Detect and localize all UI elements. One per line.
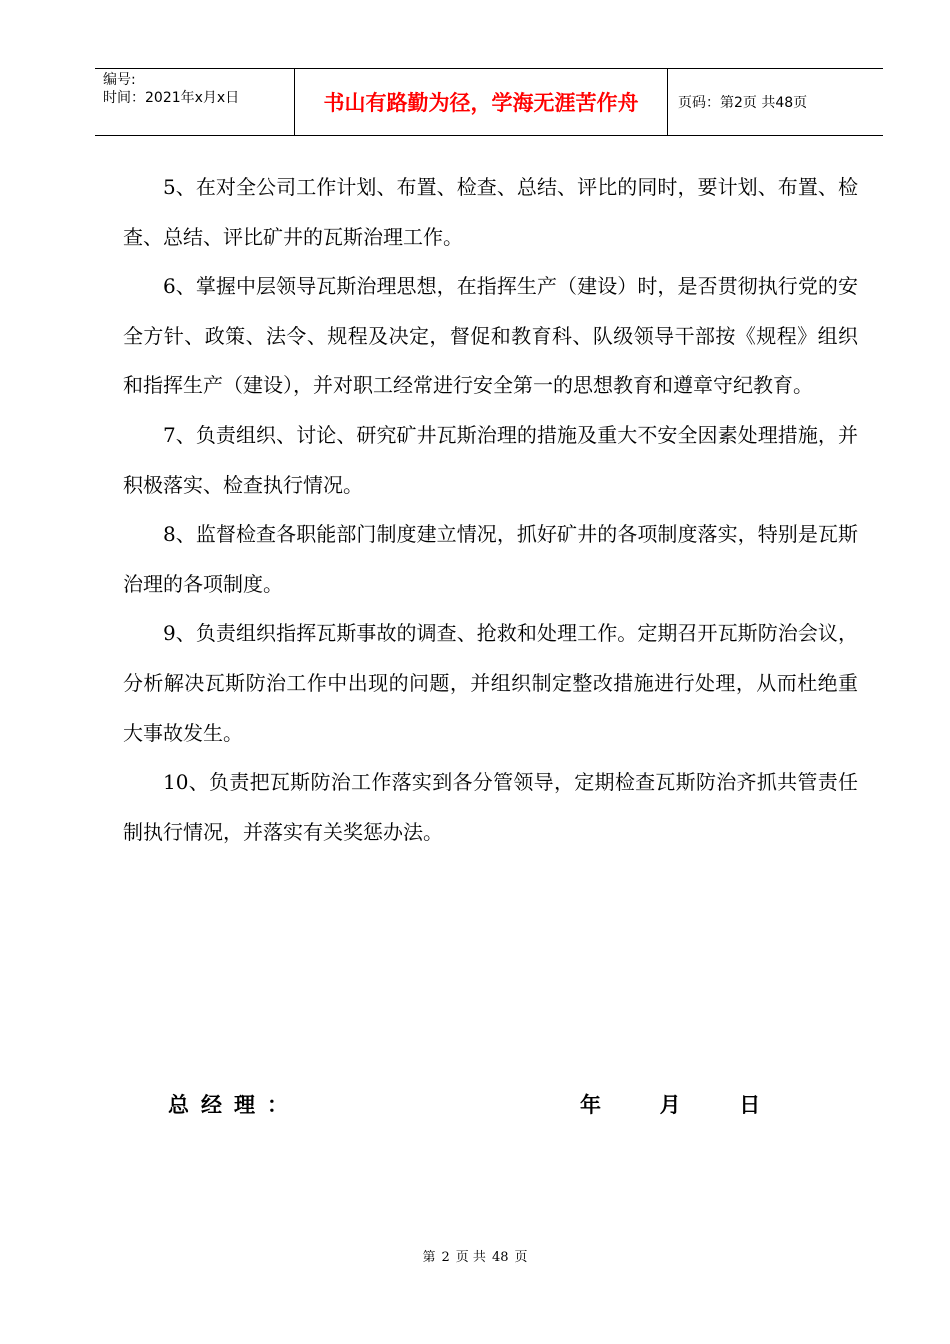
time-label: 时间：2021年x月x日 (103, 90, 240, 106)
header-meta (95, 69, 295, 135)
footer-total-pages: 48 (491, 1250, 509, 1265)
date-year: 年 (580, 1093, 601, 1117)
document-body (123, 163, 858, 857)
paragraph-8: 8、监督检查各职能部门制度建立情况，抓好矿井的各项制度落实，特别是瓦斯治理的各项制度。 (123, 522, 858, 596)
paragraph-9: 9、负责组织指挥瓦斯事故的调查、抢救和处理工作。定期召开瓦斯防治会议，分析解决瓦斯防治工作中出现的问题，并组织制定整改措施进行处理，从而杜绝重大事故发生。 (123, 621, 858, 745)
footer-prefix: 第 (422, 1250, 436, 1265)
header-motto: 书山有路勤为径，学海无涯苦作舟 (295, 69, 668, 135)
paragraph-10: 10、负责把瓦斯防治工作落实到各分管领导，定期检查瓦斯防治齐抓共管责任制执行情况，并落实有关奖惩办法。 (123, 770, 858, 844)
footer-page-number: 2 (441, 1250, 450, 1265)
paragraph-7: 7、负责组织、讨论、研究矿井瓦斯治理的措施及重大不安全因素处理措施，并积极落实、检查执行情况。 (123, 422, 858, 497)
signature-date (580, 1090, 760, 1120)
date-month: 月 (659, 1093, 681, 1117)
footer-mid: 页 共 (455, 1250, 486, 1265)
header-page-info: 页码：第2页 共48页 (678, 95, 808, 111)
paragraph-6: 6、掌握中层领导瓦斯治理思想，在指挥生产（建设）时，是否贯彻执行党的安全方针、政策、法令、规程及决定，督促和教育科、队级领导干部按《规程》组织和指挥生产（建设），并对职工经常进行安全第一的思想教育和遵章守纪教育。 (123, 274, 858, 398)
page-footer (0, 1246, 950, 1265)
signature-label: 总经理： (168, 1093, 300, 1117)
code-label: 编号: (103, 72, 136, 88)
date-day: 日 (739, 1093, 761, 1117)
footer-suffix: 页 (514, 1250, 528, 1265)
page-header (95, 68, 883, 136)
paragraph-5: 5、在对全公司工作计划、布置、检查、总结、评比的同时，要计划、布置、检查、总结、评比矿井的瓦斯治理工作。 (123, 175, 858, 249)
